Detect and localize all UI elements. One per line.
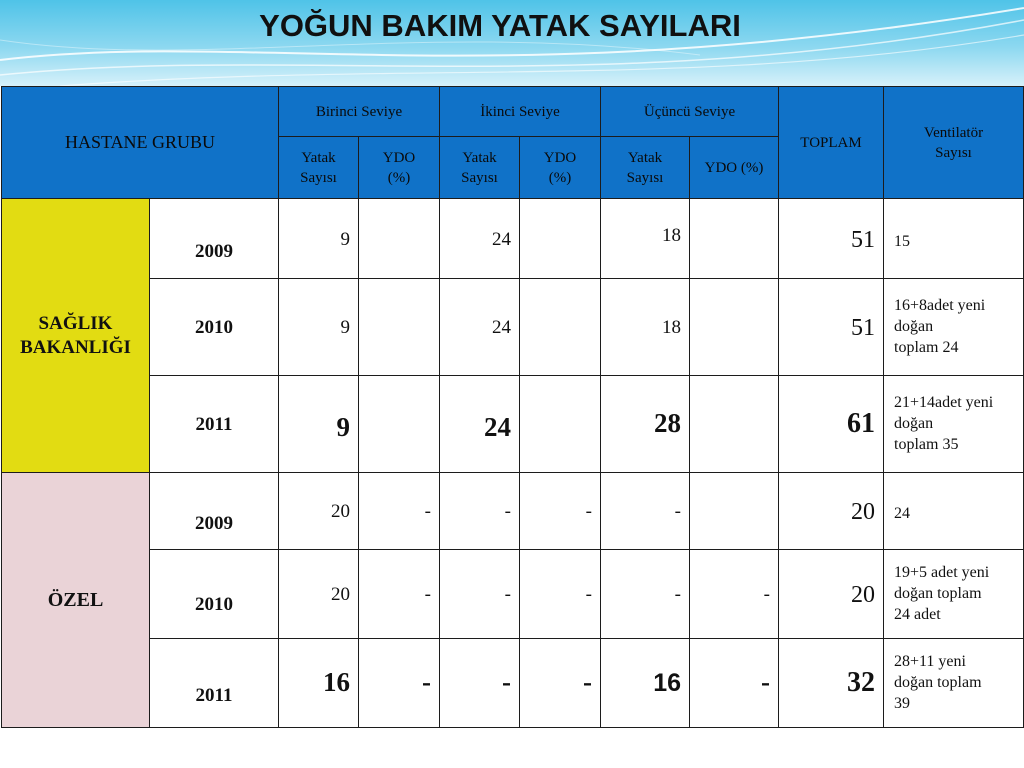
bed-count-2: - xyxy=(440,473,520,550)
ydo-3: - xyxy=(690,639,779,728)
table-row xyxy=(2,199,1024,279)
bed-count-3: - xyxy=(601,550,690,639)
ydo-3 xyxy=(690,199,779,279)
year-cell: 2009 xyxy=(150,199,279,279)
ventilator-cell: 15 xyxy=(884,199,1024,279)
year-cell: 2011 xyxy=(150,639,279,728)
header-ventilator-line2: Sayısı xyxy=(935,144,972,161)
header-ydo-1: YDO (%) xyxy=(359,137,440,199)
header-ventilator-line1: Ventilatör xyxy=(923,124,984,141)
header-level-1: Birinci Seviye xyxy=(279,87,440,137)
ydo-3 xyxy=(690,376,779,473)
ydo-3 xyxy=(690,279,779,376)
bed-count-3: 28 xyxy=(601,376,690,473)
page-title: YOĞUN BAKIM YATAK SAYILARI xyxy=(259,8,741,43)
ydo-1: - xyxy=(359,550,440,639)
total-cell: 51 xyxy=(779,279,884,376)
bed-count-1: 9 xyxy=(279,376,359,473)
ventilator-cell: 21+14adet yeni doğan toplam 35 xyxy=(884,376,1024,473)
header-level-3: Üçüncü Seviye xyxy=(601,87,779,137)
ydo-3 xyxy=(690,473,779,550)
ydo-2 xyxy=(520,279,601,376)
table-row xyxy=(2,473,1024,550)
ydo-1: - xyxy=(359,639,440,728)
ventilator-cell: 24 xyxy=(884,473,1024,550)
group-saglik-bakanligi: SAĞLIK BAKANLIĞI xyxy=(2,199,150,473)
bed-count-3: 16 xyxy=(601,639,690,728)
bed-count-2: - xyxy=(440,639,520,728)
ventilator-cell: 19+5 adet yeni doğan toplam 24 adet xyxy=(884,550,1024,639)
total-cell: 32 xyxy=(779,639,884,728)
total-cell: 20 xyxy=(779,550,884,639)
bed-count-1: 20 xyxy=(279,550,359,639)
header-bed-count-2: Yatak Sayısı xyxy=(440,137,520,199)
header-ventilator xyxy=(884,87,1024,199)
ydo-1: - xyxy=(359,473,440,550)
bed-count-3: 18 xyxy=(601,199,690,279)
group-ozel: ÖZEL xyxy=(2,473,150,728)
header-bed-count-3: Yatak Sayısı xyxy=(601,137,690,199)
header-bed-count-1: Yatak Sayısı xyxy=(279,137,359,199)
header-ydo-3: YDO (%) xyxy=(690,137,779,199)
header-level-2: İkinci Seviye xyxy=(440,87,601,137)
total-cell: 20 xyxy=(779,473,884,550)
ydo-3: - xyxy=(690,550,779,639)
ventilator-cell: 16+8adet yeni doğan toplam 24 xyxy=(884,279,1024,376)
year-cell: 2009 xyxy=(150,473,279,550)
ydo-1 xyxy=(359,376,440,473)
bed-count-3: 18 xyxy=(601,279,690,376)
bed-count-1: 16 xyxy=(279,639,359,728)
ventilator-cell: 28+11 yeni doğan toplam 39 xyxy=(884,639,1024,728)
header-hospital-group: HASTANE GRUBU xyxy=(2,87,279,199)
total-cell: 51 xyxy=(779,199,884,279)
year-cell: 2010 xyxy=(150,279,279,376)
table-row xyxy=(2,639,1024,728)
ydo-2: - xyxy=(520,473,601,550)
header-total: TOPLAM xyxy=(779,87,884,199)
ydo-2: - xyxy=(520,550,601,639)
bed-count-1: 9 xyxy=(279,279,359,376)
ydo-1 xyxy=(359,199,440,279)
ydo-2 xyxy=(520,199,601,279)
bed-count-1: 9 xyxy=(279,199,359,279)
header-ydo-2: YDO (%) xyxy=(520,137,601,199)
ydo-1 xyxy=(359,279,440,376)
table-row xyxy=(2,279,1024,376)
bed-count-3: - xyxy=(601,473,690,550)
icu-bed-table xyxy=(1,86,1024,728)
ydo-2: - xyxy=(520,639,601,728)
bed-count-2: - xyxy=(440,550,520,639)
table-row xyxy=(2,376,1024,473)
year-cell: 2011 xyxy=(150,376,279,473)
year-cell: 2010 xyxy=(150,550,279,639)
bed-count-2: 24 xyxy=(440,199,520,279)
total-cell: 61 xyxy=(779,376,884,473)
bed-count-1: 20 xyxy=(279,473,359,550)
table-row xyxy=(2,550,1024,639)
ydo-2 xyxy=(520,376,601,473)
bed-count-2: 24 xyxy=(440,279,520,376)
bed-count-2: 24 xyxy=(440,376,520,473)
